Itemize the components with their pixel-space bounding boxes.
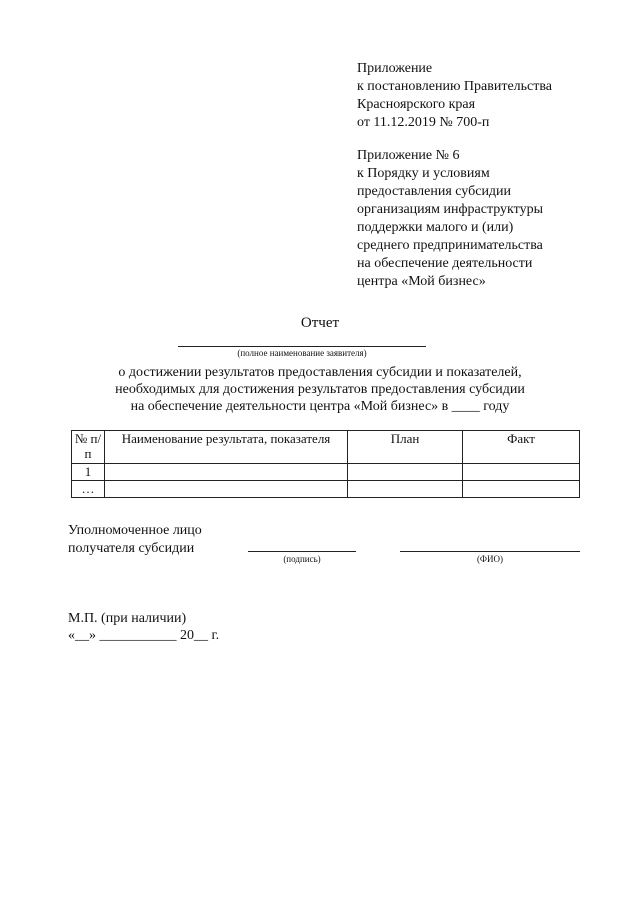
report-title: Отчет	[300, 315, 340, 331]
appendix6-line: на обеспечение деятельности	[357, 256, 533, 271]
signature-line	[248, 551, 356, 552]
cell-num: …	[72, 481, 105, 498]
authorized-line: Уполномоченное лицо	[68, 523, 202, 538]
applicant-hint: (полное наименование заявителя)	[237, 348, 367, 358]
cell-name	[105, 481, 348, 498]
subtitle-line: необходимых для достижения результатов предоставления субсидии	[115, 382, 525, 397]
header-num: № п/п	[72, 431, 105, 464]
cell-fact	[463, 464, 580, 481]
appendix-line: Приложение	[357, 61, 433, 76]
signature-hint: (подпись)	[283, 554, 321, 564]
cell-num: 1	[72, 464, 105, 481]
appendix6-line: предоставления субсидии	[357, 184, 512, 199]
fio-hint: (ФИО)	[476, 554, 504, 564]
appendix6-line: центра «Мой бизнес»	[357, 274, 486, 289]
appendix-header	[357, 60, 552, 132]
appendix-line: от 11.12.2019 № 700-п	[357, 115, 490, 130]
report-subtitle	[0, 364, 640, 415]
appendix6-line: Приложение № 6	[357, 148, 460, 163]
stamp-block	[68, 610, 219, 644]
authorized-line: получателя субсидии	[68, 541, 195, 556]
appendix-line: к постановлению Правительства	[357, 79, 553, 94]
header-fact: Факт	[463, 431, 580, 464]
cell-plan	[348, 464, 463, 481]
appendix-line: Красноярского края	[357, 97, 476, 112]
table-row	[72, 464, 580, 481]
fio-line	[400, 551, 580, 552]
date-line: «__» ___________ 20__ г.	[68, 628, 220, 643]
cell-fact	[463, 481, 580, 498]
appendix6-line: среднего предпринимательства	[357, 238, 543, 253]
cell-name	[105, 464, 348, 481]
cell-plan	[348, 481, 463, 498]
subtitle-line: на обеспечение деятельности центра «Мой бизнес» в ____ году	[130, 399, 510, 414]
appendix6-line: поддержки малого и (или)	[357, 220, 514, 235]
table-row	[72, 481, 580, 498]
appendix6-line: к Порядку и условиям	[357, 166, 490, 181]
results-table	[71, 430, 580, 498]
applicant-name-line	[178, 346, 426, 347]
stamp-line: М.П. (при наличии)	[68, 611, 187, 626]
header-plan: План	[348, 431, 463, 464]
subtitle-line: о достижении результатов предоставления субсидии и показателей,	[118, 365, 522, 380]
table-header-row	[72, 431, 580, 464]
appendix6-header	[357, 147, 543, 291]
appendix6-line: организациям инфраструктуры	[357, 202, 544, 217]
header-name: Наименование результата, показателя	[105, 431, 348, 464]
authorized-person	[68, 522, 202, 558]
